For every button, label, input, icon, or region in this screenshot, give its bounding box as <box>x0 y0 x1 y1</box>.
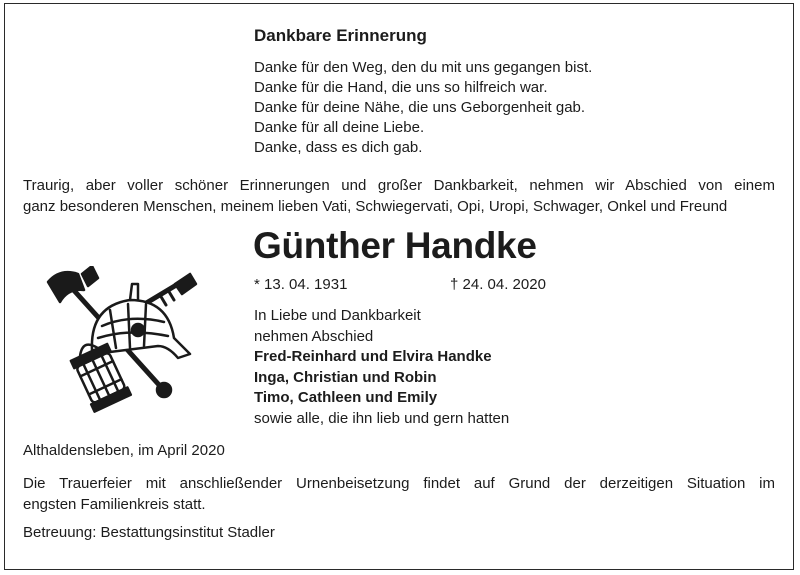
poem-line: Danke für all deine Liebe. <box>254 119 425 136</box>
poem-line: Danke, dass es dich gab. <box>254 139 423 156</box>
intro-line: ganz besonderen Menschen, meinem lieben Vati, Schwiegervati, Opi, Uropi, Schwager, Onkel und Freund <box>23 198 728 215</box>
poem-block <box>254 26 592 158</box>
mourners-line: nehmen Abschied <box>254 327 374 345</box>
poem-title: Dankbare Erinnerung <box>254 26 427 45</box>
mourner-name: Timo, Cathleen und Emily <box>254 389 438 406</box>
death-date: † 24. 04. 2020 <box>450 276 546 293</box>
intro-text <box>23 175 775 217</box>
funeral-line: engsten Familienkreis statt. <box>23 496 206 513</box>
intro-line: Traurig, aber voller schöner Erinnerungen und großer Dankbarkeit, nehmen wir Abschied von einem <box>23 177 775 194</box>
funeral-line: Die Trauerfeier mit anschließender Urnenbeisetzung findet auf Grund der derzeitigen Situation im <box>23 475 775 492</box>
mourners-block <box>254 306 509 429</box>
poem-line: Danke für deine Nähe, die uns Geborgenheit gab. <box>254 99 586 116</box>
firefighter-emblem-icon <box>40 266 200 416</box>
mourners-closing: sowie alle, die ihn lieb und gern hatten <box>254 409 510 427</box>
care-info: Betreuung: Bestattungsinstitut Stadler <box>23 524 275 541</box>
place-date: Althaldensleben, im April 2020 <box>23 442 225 459</box>
mourners-line: In Liebe und Dankbarkeit <box>254 307 421 324</box>
mourner-name: Inga, Christian und Robin <box>254 368 437 386</box>
poem-line: Danke für den Weg, den du mit uns gegangen bist. <box>254 59 593 76</box>
mourner-name: Fred-Reinhard und Elvira Handke <box>254 348 492 365</box>
deceased-name: Günther Handke <box>253 225 537 266</box>
poem-line: Danke für die Hand, die uns so hilfreich war. <box>254 79 548 96</box>
birth-date: * 13. 04. 1931 <box>254 276 348 293</box>
funeral-info <box>23 473 775 515</box>
